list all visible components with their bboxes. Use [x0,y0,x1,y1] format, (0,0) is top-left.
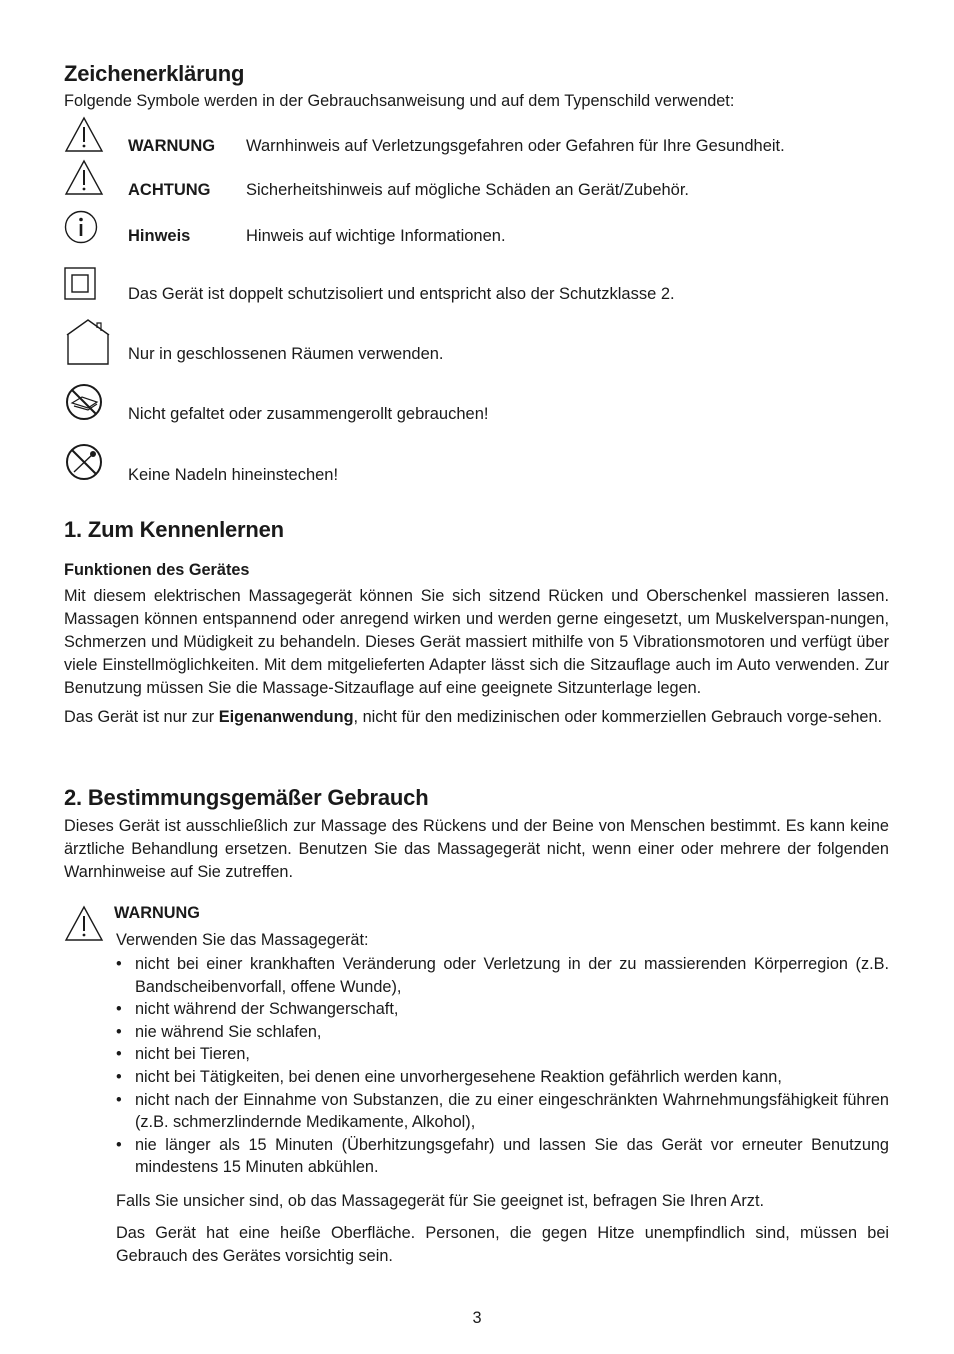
list-item: • nicht bei Tieren, [116,1043,889,1066]
no-folding-icon [64,383,104,421]
legend-text-hinweis: Hinweis auf wichtige Informationen. [246,227,506,245]
no-needles-icon [64,443,104,481]
warning-list [116,953,889,1179]
section1-title: 1. Zum Kennenlernen [64,517,284,542]
double-insulation-icon [64,267,96,300]
legend-text-schutzklasse: Das Gerät ist doppelt schutzisoliert und entspricht also der Schutzklasse 2. [128,285,675,303]
legend-text-warnung: Warnhinweis auf Verletzungsgefahren oder Gefahren für Ihre Gesundheit. [246,137,785,155]
section1-paragraph-2: Das Gerät ist nur zur Eigenanwendung, nicht für den medizinischen oder kommerziellen Gebrauch vorge-sehen. [64,708,883,726]
warning-intro: Verwenden Sie das Massagegerät: [116,931,369,949]
page-number: 3 [472,1309,482,1327]
section1-subtitle: Funktionen des Gerätes [64,561,250,579]
section2-paragraph-2: Falls Sie unsicher sind, ob das Massagegerät für Sie geeignet ist, befragen Sie Ihren Arzt. [116,1192,764,1210]
legend-title: Zeichenerklärung [64,61,245,86]
warning-triangle-icon [64,116,104,153]
legend-text-nadeln: Keine Nadeln hineinstechen! [128,466,339,484]
legend-text-achtung: Sicherheitshinweis auf mögliche Schäden an Gerät/Zubehör. [246,181,690,199]
warning-triangle-icon [64,905,104,942]
legend-label-hinweis: Hinweis [128,227,191,245]
list-item: • nicht nach der Einnahme von Substanzen, die zu einer eingeschränkten Wahrnehmungsfähigkeit führen (z.B. schmerzlindernde Medikamente, Alkohol), [116,1089,889,1134]
section2-paragraph-1: Dieses Gerät ist ausschließlich zur Massage des Rückens und der Beine von Menschen bestimmt. Es kann keine ärztliche Behandlung ersetzen. Benutzen Sie das Massagegerät nicht, wenn einer oder mehrere der folgenden Warnhinweise auf Sie zutreffen. [64,817,889,881]
list-item: • nie während Sie schlafen, [116,1021,889,1044]
info-icon [64,210,98,244]
list-item: • nie länger als 15 Minuten (Überhitzungsgefahr) und lassen Sie das Gerät vor erneuter Benutzung mindestens 15 Minuten abkühlen. [116,1134,889,1179]
list-item: • nicht bei Tätigkeiten, bei denen eine unvorhergesehene Reaktion gefährlich werden kann, [116,1066,889,1089]
section2-paragraph-3: Das Gerät hat eine heiße Oberfläche. Personen, die gegen Hitze unempfindlich sind, müssen bei Gebrauch des Gerätes vorsichtig sein. [116,1224,889,1265]
legend-text-gefaltet: Nicht gefaltet oder zusammengerollt gebrauchen! [128,405,489,423]
warning-label: WARNUNG [114,904,200,922]
legend-text-raeume: Nur in geschlossenen Räumen verwenden. [128,345,444,363]
legend-label-warnung: WARNUNG [128,137,216,155]
list-item: • nicht bei einer krankhaften Veränderung oder Verletzung in der zu massierenden Körperregion (z.B. Bandscheibenvorfall, offene Wunde), [116,953,889,998]
section1-paragraph-1: Mit diesem elektrischen Massagegerät können Sie sich sitzend Rücken und Oberschenkel massieren lassen. Massagen können entspannend oder anregend wirken und werden gerne eingesetzt, um Muskelverspan-nungen, Schmerzen und Müdigkeit zu behandeln. Dieses Gerät massiert mithilfe von 5 Vibrationsmotoren und verfügt über viele Einstellmöglichkeiten. Mit dem mitgelieferten Adapter lässt sich die Sitzauflage auch im Auto verwenden. Zur Benutzung müssen Sie die Massage-Sitzauflage auf eine geeignete Sitzunterlage legen. [64,587,889,697]
caution-triangle-icon [64,159,104,196]
legend-intro: Folgende Symbole werden in der Gebrauchsanweisung und auf dem Typenschild verwendet: [64,92,735,110]
indoor-house-icon [64,319,112,365]
legend-label-achtung: ACHTUNG [128,181,211,199]
section2-title: 2. Bestimmungsgemäßer Gebrauch [64,785,429,810]
list-item: • nicht während der Schwangerschaft, [116,998,889,1021]
